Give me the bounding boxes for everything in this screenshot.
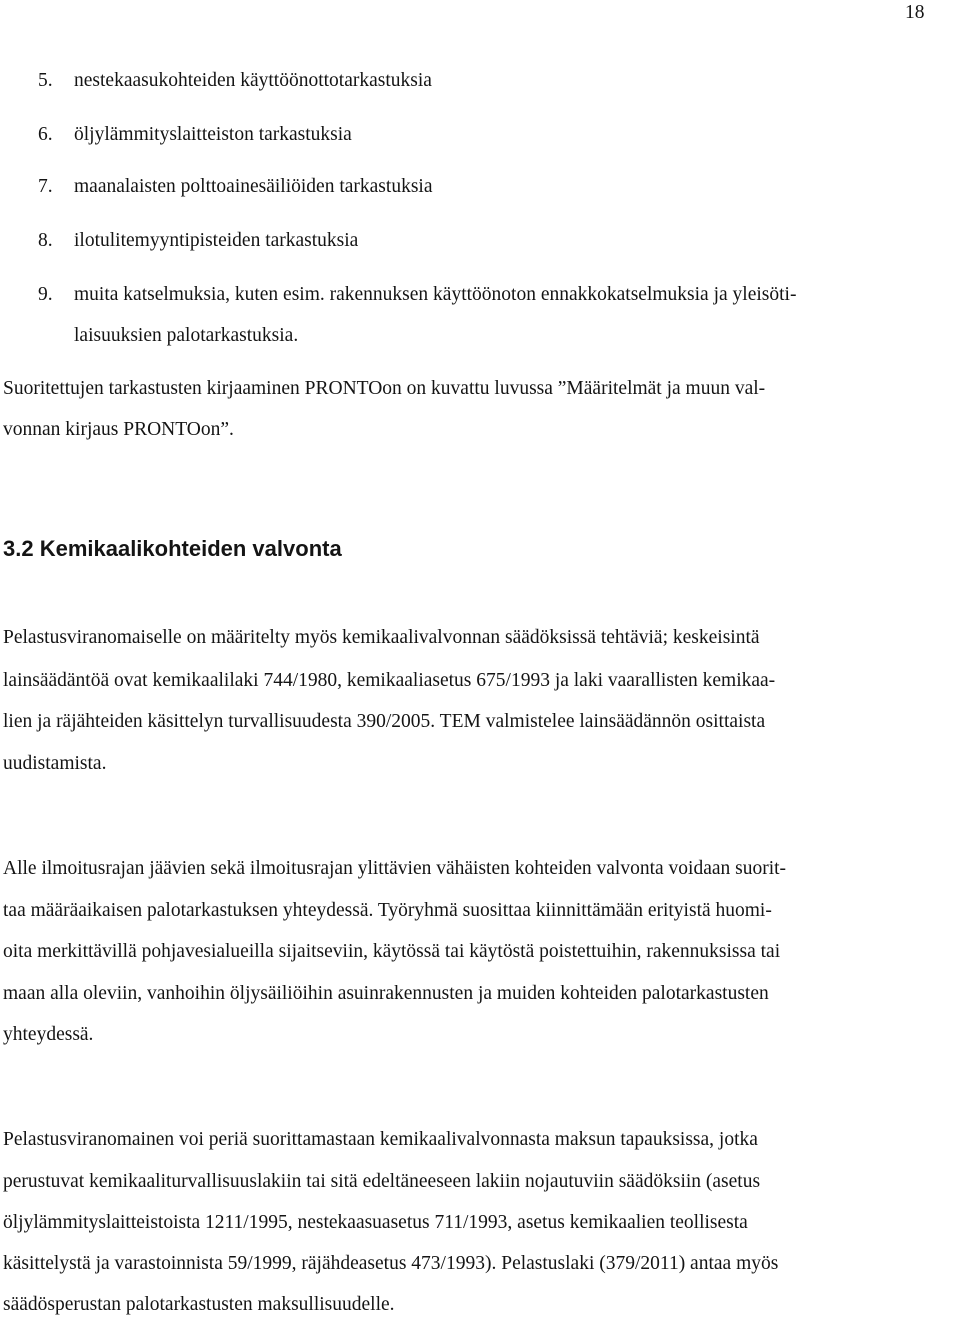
paragraph-line: Pelastusviranomainen voi periä suorittamastaan kemikaalivalvonnasta maksun tapauksissa, jotka <box>3 1129 758 1150</box>
paragraph-line: öljylämmityslaitteistoista 1211/1995, nestekaasuasetus 711/1993, asetus kemikaalien teollisesta <box>3 1212 748 1233</box>
paragraph-line: maan alla oleviin, vanhoihin öljysäiliöihin asuinrakennusten ja muiden kohteiden palotarkastusten <box>3 983 769 1004</box>
paragraph-line: säädösperustan palotarkastusten maksullisuudelle. <box>3 1294 395 1315</box>
list-item-text: maanalaisten polttoainesäiliöiden tarkastuksia <box>74 176 433 197</box>
section-heading: 3.2 Kemikaalikohteiden valvonta <box>3 536 342 561</box>
list-item-number: 9. <box>38 284 53 305</box>
list-item-text: nestekaasukohteiden käyttöönottotarkastuksia <box>74 70 432 91</box>
paragraph-line: Alle ilmoitusrajan jäävien sekä ilmoitusrajan ylittävien vähäisten kohteiden valvonta voidaan suorit- <box>3 858 787 879</box>
list-item-number: 8. <box>38 230 53 251</box>
paragraph-line: lien ja räjähteiden käsittelyn turvallisuudesta 390/2005. TEM valmistelee lainsäädännön osittaista <box>3 711 766 732</box>
paragraph-line: käsittelystä ja varastoinnista 59/1999, räjähdeasetus 473/1993). Pelastuslaki (379/2011) antaa myös <box>3 1253 779 1274</box>
list-item-text-continuation: laisuuksien palotarkastuksia. <box>74 325 299 346</box>
list-item-text: öljylämmityslaitteiston tarkastuksia <box>74 124 352 145</box>
paragraph-line: Suoritettujen tarkastusten kirjaaminen PRONTOon on kuvattu luvussa ”Määritelmät ja muun val- <box>3 378 766 399</box>
paragraph-line: oita merkittävillä pohjavesialueilla sijaitseviin, käytössä tai käytöstä poistettuihin, rakennuksissa tai <box>3 941 781 962</box>
page-number: 18 <box>905 2 925 23</box>
list-item-text: ilotulitemyyntipisteiden tarkastuksia <box>74 230 359 251</box>
paragraph-line: taa määräaikaisen palotarkastuksen yhteydessä. Työryhmä suosittaa kiinnittämään erityistä huomi- <box>3 900 772 921</box>
paragraph-line: vonnan kirjaus PRONTOon”. <box>3 419 234 440</box>
list-item-number: 5. <box>38 70 53 91</box>
paragraph-line: uudistamista. <box>3 753 107 774</box>
list-item-text: muita katselmuksia, kuten esim. rakennuksen käyttöönoton ennakkokatselmuksia ja yleisöti- <box>74 284 797 305</box>
paragraph-line: perustuvat kemikaaliturvallisuuslakiin tai sitä edeltäneeseen lakiin nojautuviin säädöksiin (asetus <box>3 1171 761 1192</box>
paragraph-line: Pelastusviranomaiselle on määritelty myös kemikaalivalvonnan säädöksissä tehtäviä; keskeisintä <box>3 627 760 648</box>
paragraph-line: lainsäädäntöä ovat kemikaalilaki 744/1980, kemikaaliasetus 675/1993 ja laki vaarallisten kemikaa- <box>3 670 776 691</box>
list-item-number: 7. <box>38 176 53 197</box>
list-item-number: 6. <box>38 124 53 145</box>
paragraph-line: yhteydessä. <box>3 1024 94 1045</box>
